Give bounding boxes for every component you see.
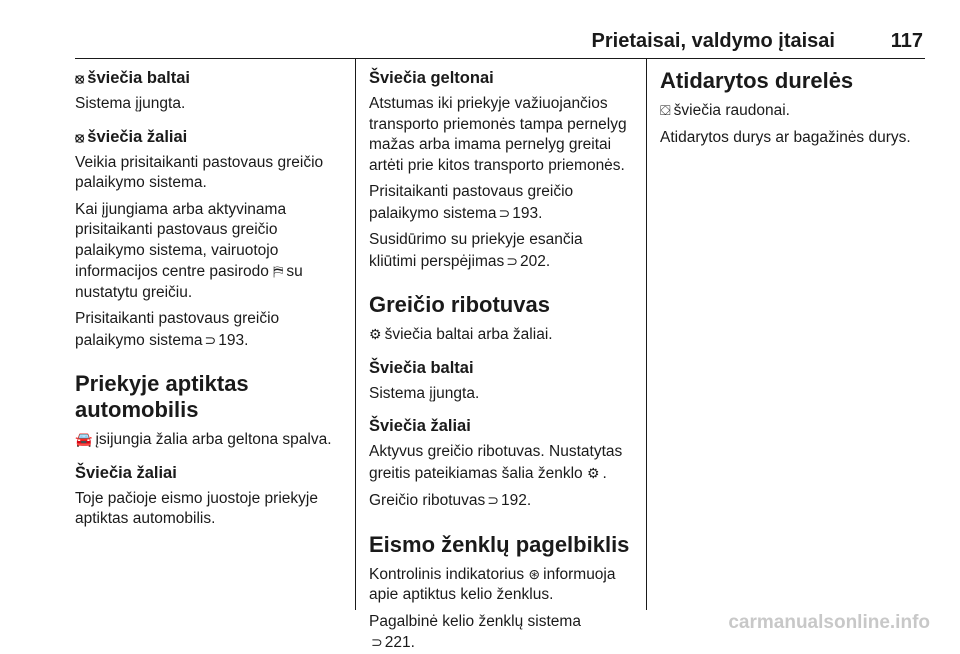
paragraph: ⚙ šviečia baltai arba žaliai. <box>369 326 553 343</box>
paragraph: Aktyvus greičio ribotuvas. Nustatytas greitis pateikiamas šalia ženklo ⚙ . <box>369 443 623 482</box>
traffic-sign-icon: ⊛ <box>528 565 541 582</box>
header-rule <box>75 58 925 59</box>
speed-limiter-icon: ⚙ <box>586 464 600 481</box>
column-divider <box>355 59 356 610</box>
section-title: Eismo ženklų pagelbiklis <box>369 531 630 557</box>
section-heading: Šviečia žaliai <box>369 417 471 435</box>
page-ref-arrow-icon: ⊃ <box>498 204 511 221</box>
cruise-control-icon: ⦻ <box>75 70 85 86</box>
page-link[interactable]: 193. <box>218 331 249 349</box>
paragraph: Prisitaikanti pastovaus greičio palaikymo sistema ⊃ 193. <box>75 310 280 349</box>
cruise-control-icon: ⦻ <box>75 128 85 145</box>
paragraph: Sistema įjungta. <box>75 95 186 112</box>
page-ref-arrow-icon: ⊃ <box>204 331 217 348</box>
section-heading: ⦻ šviečia žaliai <box>75 127 188 146</box>
open-door-icon: ⛋ <box>660 102 671 118</box>
page-ref-arrow-icon: ⊃ <box>487 492 500 508</box>
paragraph: ⛋ šviečia raudonai. <box>660 102 790 119</box>
paragraph: Greičio ribotuvas ⊃ 192. <box>369 492 532 509</box>
column-2 <box>369 68 635 654</box>
paragraph: Sistema įjungta. <box>369 384 480 402</box>
page-header <box>75 20 925 50</box>
page-ref-arrow-icon: ⊃ <box>506 252 518 269</box>
page-link[interactable]: 202. <box>519 252 551 270</box>
column-1 <box>75 68 343 530</box>
section-heading: Šviečia žaliai <box>75 463 177 482</box>
cruise-set-icon: ⛿ <box>273 263 284 279</box>
speed-limiter-icon: ⚙ <box>369 326 382 342</box>
page-link[interactable]: 192. <box>501 492 532 509</box>
section-title: Atidarytos durelės <box>660 68 854 93</box>
paragraph: Atidarytos durys ar bagažinės durys. <box>660 128 911 146</box>
page-number: 117 <box>890 30 923 52</box>
paragraph: Toje pačioje eismo juostoje priekyje aptiktas automobilis. <box>75 489 318 527</box>
header-title: Prietaisai, valdymo įtaisai <box>591 30 835 52</box>
page-link[interactable]: 193. <box>512 204 543 222</box>
section-heading: ⦻ šviečia baltai <box>75 69 190 87</box>
paragraph: Pagalbinė kelio ženklų sistema ⊃ 221. <box>369 612 581 651</box>
paragraph: Veikia prisitaikanti pastovaus greičio palaikymo sistema. <box>75 153 324 191</box>
column-3 <box>660 68 930 148</box>
section-heading: Šviečia baltai <box>369 358 474 377</box>
paragraph: Kontrolinis indikatorius ⊛ informuoja apie aptiktus kelio ženklus. <box>369 565 616 603</box>
watermark: carmanualsonline.info <box>728 612 930 633</box>
paragraph: Kai įjungiama arba aktyvinama prisitaikanti pastovaus greičio palaikymo sistema, vairuotojo informacijos centre pasirodo ⛿ su nustatytu greičiu. <box>75 200 303 301</box>
paragraph: Atstumas iki priekyje važiuojančios transporto priemonės tampa pernelyg mažas arba imama pernelyg greitai artėti prie kitos transporto priemonės. <box>369 95 627 174</box>
section-title: Greičio ribotuvas <box>369 292 550 317</box>
paragraph: Susidūrimo su priekyje esančia kliūtimi perspėjimas ⊃ 202. <box>369 231 583 270</box>
paragraph: 🚘 įsijungia žalia arba geltona spalva. <box>75 431 332 448</box>
front-car-icon: 🚘 <box>75 431 93 447</box>
section-title: Priekyje aptiktas automobilis <box>75 371 249 422</box>
paragraph: Prisitaikanti pastovaus greičio palaikymo sistema ⊃ 193. <box>369 183 574 222</box>
section-heading: Šviečia geltonai <box>369 69 494 87</box>
column-divider <box>646 59 647 610</box>
page-ref-arrow-icon: ⊃ <box>371 634 383 650</box>
page-link[interactable]: 221. <box>384 634 415 651</box>
